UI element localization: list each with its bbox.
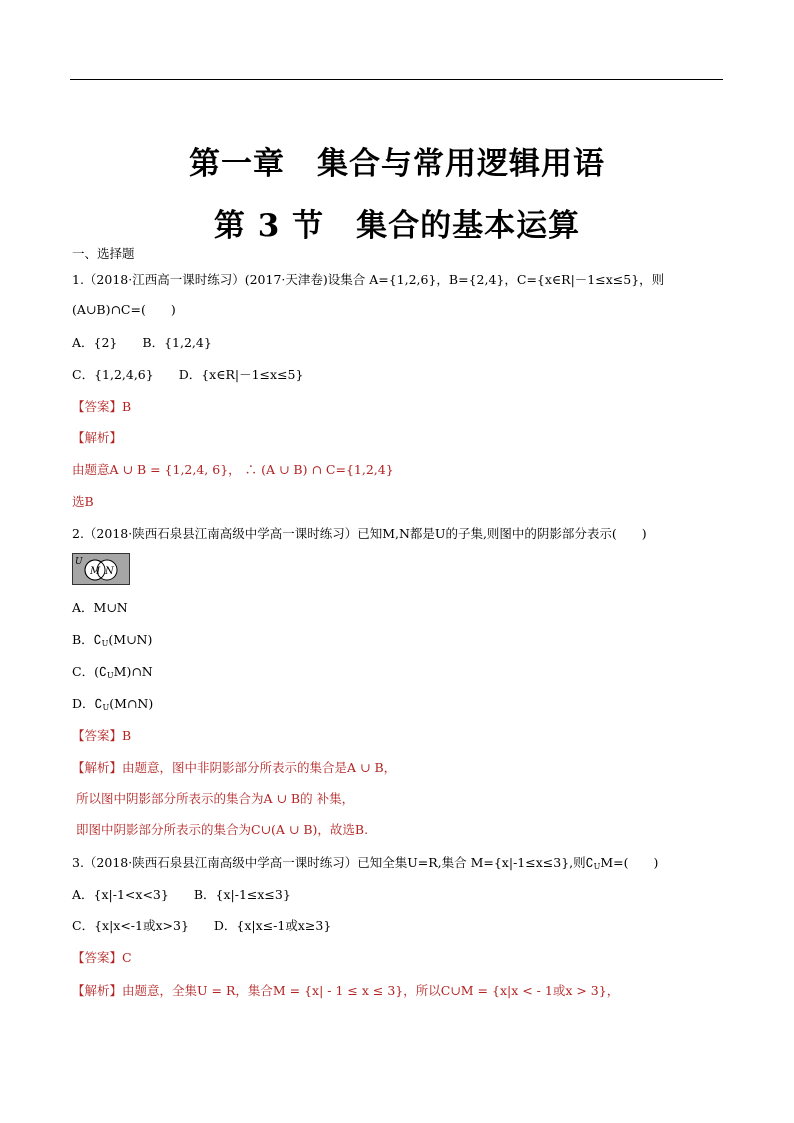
q2-option-b-pre: B．∁ bbox=[72, 632, 102, 647]
venn-label-m: M bbox=[90, 566, 101, 577]
q2-option-b-sub: U bbox=[101, 639, 109, 648]
q3-answer-value: C bbox=[122, 950, 132, 965]
q2-analysis-1 bbox=[72, 760, 396, 776]
venn-svg bbox=[73, 554, 129, 584]
q1-stem-line2: (A∪B)∩C=( ) bbox=[72, 302, 176, 317]
q3-analysis-label: 【解析】 bbox=[72, 983, 123, 998]
header-rule bbox=[70, 79, 723, 80]
venn-label-u: U bbox=[75, 557, 83, 567]
q2-answer bbox=[72, 728, 131, 744]
q3-answer-label: 【答案】 bbox=[72, 950, 123, 965]
q3-stem-sub: U bbox=[593, 862, 601, 871]
q2-option-d bbox=[72, 696, 153, 716]
q2-answer-label: 【答案】 bbox=[72, 728, 123, 743]
q3-options-cd: C．{x|x<-1或x>3} D．{x|x≤-1或x≥3} bbox=[72, 918, 332, 933]
venn-label-n: N bbox=[105, 566, 114, 577]
q1-analysis-text: 由题意A ∪ B = {1,2,4, 6}， ∴ (A ∪ B) ∩ C={1,2,4} bbox=[72, 462, 394, 477]
q2-option-c-sub: U bbox=[106, 671, 114, 680]
q2-option-d-pre: D．∁ bbox=[72, 696, 103, 711]
q1-answer-label: 【答案】 bbox=[72, 399, 123, 414]
q2-option-b bbox=[72, 632, 152, 652]
section-title: 第 3 节 集合的基本运算 bbox=[213, 208, 581, 244]
q1-options-cd: C．{1,2,4,6} D．{x∈R|－1≤x≤5} bbox=[72, 367, 304, 382]
q1-analysis-label: 【解析】 bbox=[72, 430, 123, 445]
chapter-title: 第一章 集合与常用逻辑用语 bbox=[189, 146, 605, 182]
q2-option-a: A．M∪N bbox=[72, 600, 128, 615]
q2-stem: 2.（2018·陕西石泉县江南高级中学高一课时练习）已知M,N都是U的子集,则图中的阴影部分表示( ) bbox=[72, 526, 647, 541]
q3-stem-post: M=( ) bbox=[600, 855, 659, 870]
q3-analysis-text: 由题意，全集U = R，集合M = {x| - 1 ≤ x ≤ 3}，所以C∪M = {x|x < - 1或x > 3}， bbox=[122, 983, 620, 998]
q3-options-ab: A．{x|-1<x<3} B．{x|-1≤x≤3} bbox=[72, 887, 291, 902]
q1-options-ab: A．{2} B．{1,2,4} bbox=[72, 335, 212, 350]
section-heading: 一、选择题 bbox=[72, 246, 135, 261]
q2-option-b-post: (M∪N) bbox=[108, 632, 153, 647]
q1-choose: 选B bbox=[72, 494, 94, 509]
q2-answer-value: B bbox=[122, 728, 132, 743]
q2-option-d-sub: U bbox=[102, 703, 110, 712]
q3-answer bbox=[72, 950, 132, 966]
q1-answer bbox=[72, 399, 131, 415]
q1-answer-value: B bbox=[122, 399, 132, 414]
q2-analysis-text-1: 由题意，图中非阴影部分所表示的集合是A ∪ B， bbox=[122, 760, 397, 775]
q2-option-c-post: M)∩N bbox=[113, 664, 153, 679]
q2-analysis-3: 即图中阴影部分所表示的集合为C∪(A ∪ B)，故选B. bbox=[72, 822, 369, 837]
q2-analysis-2: 所以图中阴影部分所表示的集合为A ∪ B的 补集， bbox=[72, 791, 355, 806]
q2-option-c bbox=[72, 664, 153, 684]
q2-option-d-post: (M∩N) bbox=[109, 696, 154, 711]
q3-stem bbox=[72, 855, 658, 875]
q3-analysis bbox=[72, 983, 619, 999]
q1-stem-line1: 1.（2018·江西高一课时练习）(2017·天津卷)设集合 A={1,2,6}，B={2,4}，C={x∈R|－1≤x≤5}，则 bbox=[72, 272, 665, 287]
q2-option-c-pre: C．(∁ bbox=[72, 664, 107, 679]
venn-diagram bbox=[72, 553, 130, 585]
q3-stem-pre: 3.（2018·陕西石泉县江南高级中学高一课时练习）已知全集U=R,集合 M={x|-1≤x≤3},则∁ bbox=[72, 855, 594, 870]
q2-analysis-label: 【解析】 bbox=[72, 760, 123, 775]
